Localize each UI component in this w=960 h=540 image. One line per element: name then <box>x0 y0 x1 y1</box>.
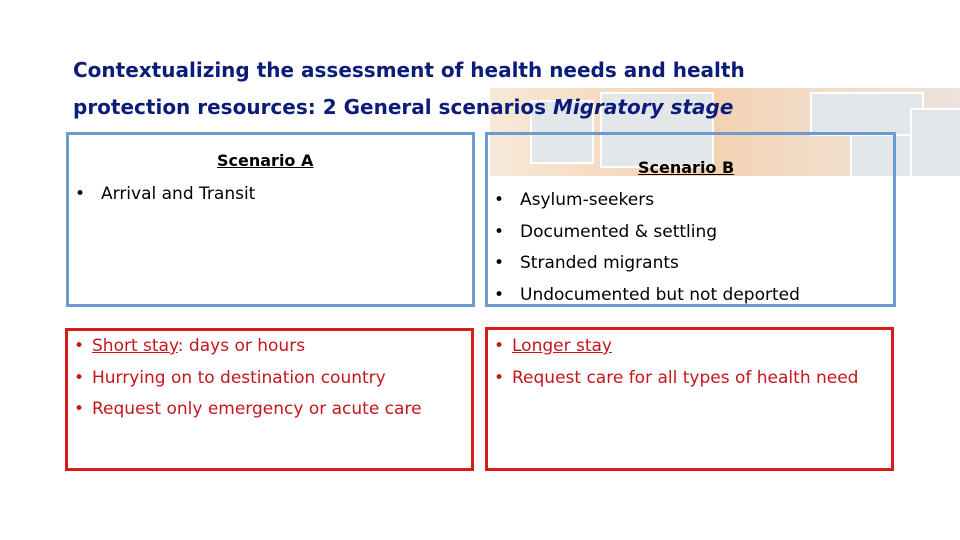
list-item: • Undocumented but not deported <box>486 280 800 312</box>
title-line-2 <box>73 89 745 126</box>
scenario-a-heading: Scenario A <box>217 151 314 170</box>
scenario-b-box <box>485 132 896 307</box>
photo <box>810 92 924 136</box>
title-emphasis: Migratory stage <box>552 95 734 119</box>
list-item: • Hurrying on to destination country <box>68 363 422 395</box>
title-text: protection resources: 2 General scenarios <box>73 95 553 119</box>
scenario-a-box <box>66 132 475 307</box>
list-item: • Request only emergency or acute care <box>68 394 422 426</box>
list-item: • Stranded migrants <box>486 248 800 280</box>
list-item: • Request care for all types of health need <box>488 363 858 395</box>
scenario-b-details-box <box>485 327 894 471</box>
list-item: • Arrival and Transit <box>67 179 255 211</box>
underlined-term: Longer stay <box>512 336 612 356</box>
scenario-a-details-box <box>65 328 474 471</box>
slide-title <box>73 52 745 126</box>
list-item <box>488 331 858 363</box>
scenario-b-heading: Scenario B <box>638 158 735 177</box>
list-item <box>68 331 422 363</box>
list-item: • Documented & settling <box>486 217 800 249</box>
title-line-1: Contextualizing the assessment of health needs and health <box>73 58 745 82</box>
list-item: • Asylum-seekers <box>486 185 800 217</box>
underlined-term: Short stay <box>92 336 178 356</box>
photo <box>910 108 960 178</box>
detail-text: : days or hours <box>177 336 306 356</box>
